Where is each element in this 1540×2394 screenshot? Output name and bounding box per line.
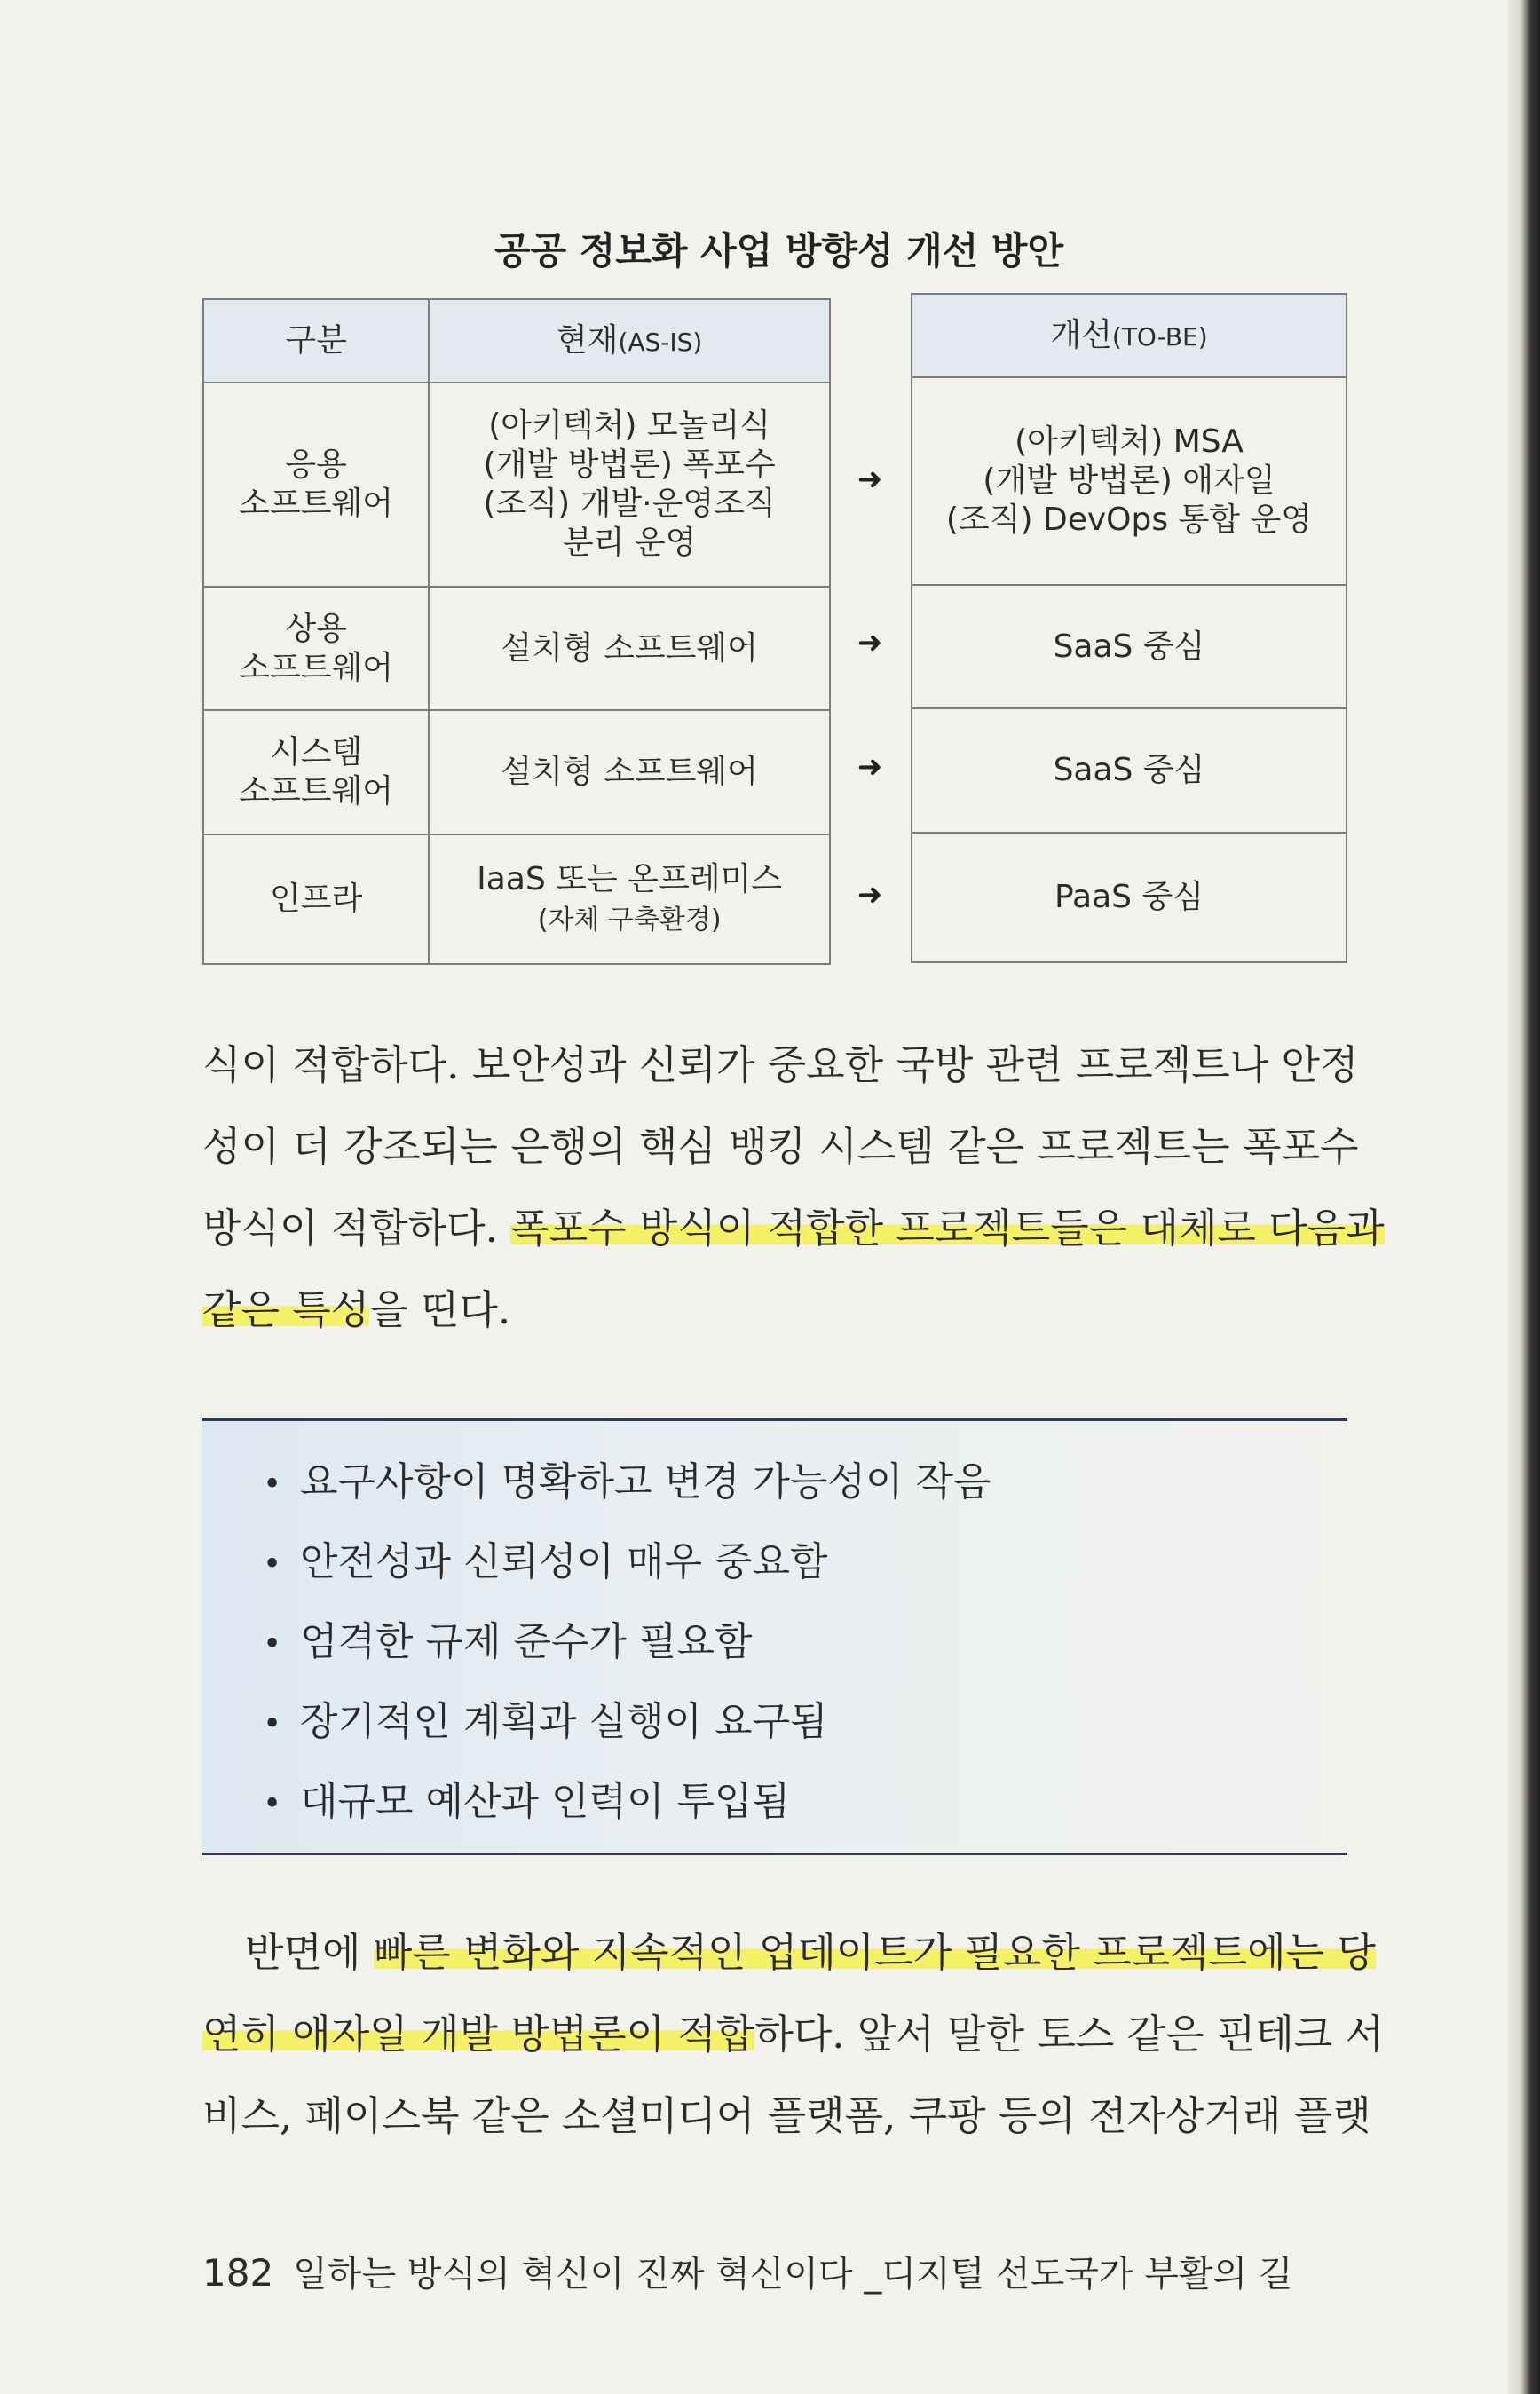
page-number: 182 <box>202 2251 274 2295</box>
row-improved: SaaS 중심 <box>912 708 1347 833</box>
table-row <box>912 377 1347 585</box>
page-footer <box>202 2246 1293 2296</box>
arrow-icon: ➜ <box>857 749 883 785</box>
list-item: • 엄격한 규제 준수가 필요함 <box>263 1602 1347 1682</box>
table-row <box>203 834 830 964</box>
row-current: (아키텍처) 모놀리식 (개발 방법론) 폭포수 (조직) 개발·운영조직 분리 운영 <box>429 383 830 587</box>
highlight: 같은 특성 <box>202 1286 370 1333</box>
highlight: 폭포수 방식이 적합한 프로젝트들은 대체로 다음과 <box>510 1205 1385 1252</box>
header-current: 현재(AS-IS) <box>429 299 830 383</box>
row-improved: (아키텍처) MSA (개발 방법론) 애자일 (조직) DevOps 통합 운영 <box>912 377 1347 585</box>
row-improved: PaaS 중심 <box>912 833 1347 962</box>
text-line: 반면에 빠른 변화와 지속적인 업데이트가 필요한 프로젝트에는 당 <box>245 1929 1376 1976</box>
bullet-icon: • <box>263 1626 282 1663</box>
page-edge-shadow <box>1508 0 1540 2394</box>
arrow-icon: ➜ <box>857 625 883 660</box>
text-line: 비스, 페이스북 같은 소셜미디어 플랫폼, 쿠팡 등의 전자상거래 플랫 <box>202 2092 1371 2139</box>
row-category: 인프라 <box>203 834 429 964</box>
row-current: 설치형 소프트웨어 <box>429 710 830 834</box>
table-row <box>203 587 830 710</box>
table-row <box>912 708 1347 833</box>
bullet-icon: • <box>263 1466 282 1503</box>
table-row <box>203 710 830 834</box>
highlight: 빠른 변화와 지속적인 업데이트가 필요한 프로젝트에는 당 <box>373 1929 1376 1976</box>
highlight: 연히 애자일 개발 방법론이 적합 <box>202 2011 755 2058</box>
table-current <box>202 298 831 965</box>
arrow-icon: ➜ <box>857 462 883 497</box>
table-row <box>203 383 830 587</box>
text-line: 같은 특성을 띤다. <box>202 1286 511 1333</box>
row-improved: SaaS 중심 <box>912 585 1347 708</box>
list-item: • 대규모 예산과 인력이 투입됨 <box>263 1762 1347 1842</box>
characteristics-list <box>202 1421 1347 1842</box>
list-item: • 장기적인 계획과 실행이 요구됨 <box>263 1682 1347 1762</box>
header-improved: 개선(TO-BE) <box>912 294 1347 377</box>
arrow-icon: ➜ <box>857 877 883 913</box>
header-category: 구분 <box>203 299 429 383</box>
list-item: • 안전성과 신뢰성이 매우 중요함 <box>263 1522 1347 1602</box>
bullet-icon: • <box>263 1706 282 1742</box>
row-category: 응용 소프트웨어 <box>203 383 429 587</box>
table-title: 공공 정보화 사업 방향성 개선 방안 <box>494 229 1064 273</box>
bullet-icon: • <box>263 1546 282 1583</box>
book-title: 일하는 방식의 혁신이 진짜 혁신이다 _디지털 선도국가 부활의 길 <box>293 2254 1293 2295</box>
text-line: 연히 애자일 개발 방법론이 적합하다. 앞서 말한 토스 같은 핀테크 서 <box>202 2011 1385 2058</box>
text-line: 방식이 적합하다. 폭포수 방식이 적합한 프로젝트들은 대체로 다음과 <box>202 1205 1385 1252</box>
row-current: 설치형 소프트웨어 <box>429 587 830 710</box>
text-line: 성이 더 강조되는 은행의 핵심 뱅킹 시스템 같은 프로젝트는 폭포수 <box>202 1123 1359 1170</box>
body-paragraph-2 <box>202 1912 1385 2157</box>
table-row <box>912 833 1347 962</box>
row-current: IaaS 또는 온프레미스 (자체 구축환경) <box>429 834 830 964</box>
list-item: • 요구사항이 명확하고 변경 가능성이 작음 <box>263 1442 1347 1522</box>
table-row <box>912 585 1347 708</box>
bullet-icon: • <box>263 1786 282 1822</box>
characteristics-box <box>202 1418 1347 1855</box>
row-category: 상용 소프트웨어 <box>203 587 429 710</box>
text-line: 식이 적합하다. 보안성과 신뢰가 중요한 국방 관련 프로젝트나 안정 <box>202 1041 1359 1088</box>
table-improved <box>911 293 1347 963</box>
row-category: 시스템 소프트웨어 <box>203 710 429 834</box>
body-paragraph-1 <box>202 1024 1385 1351</box>
